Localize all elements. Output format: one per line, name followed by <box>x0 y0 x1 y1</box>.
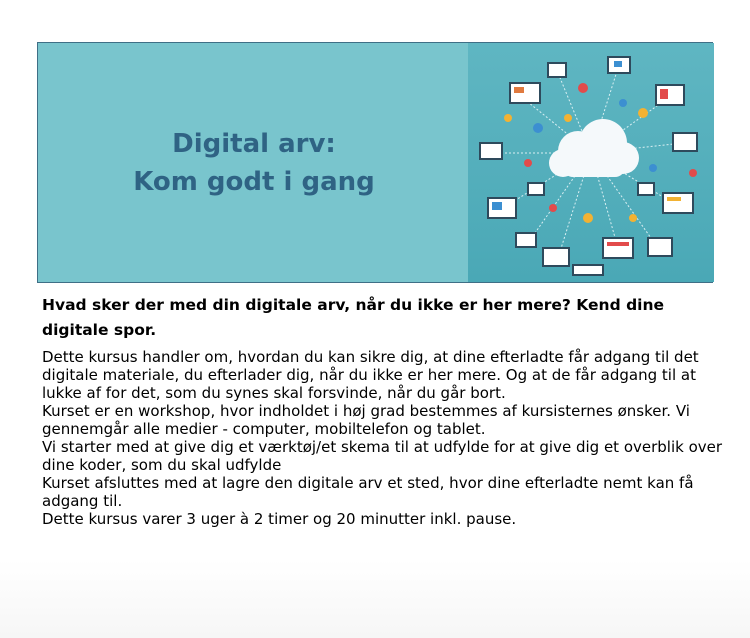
banner-title <box>38 43 470 282</box>
paragraph-tool: Vi starter med at give dig et værktøj/et skema til at udfylde for at give dig et overblik over dine koder, som du skal udfylde <box>42 438 723 474</box>
paragraph-conclusion: Kurset afsluttes med at lagre den digitale arv et sted, hvor dine efterladte nemt kan få adgang til. <box>42 474 694 510</box>
paragraph-duration: Dette kursus varer 3 uger à 2 timer og 20 minutter inkl. pause. <box>42 510 517 528</box>
course-headline: Hvad sker der med din digitale arv, når du ikke er her mere? Kend dine digitale spor. <box>42 296 665 339</box>
cloud-network-illustration <box>468 43 714 282</box>
paragraph-intro: Dette kursus handler om, hvordan du kan sikre dig, at dine efterladte får adgang til det digitale materiale, du efterlader dig, når du ikke er her mere. Og at de får adgang til at lukke af for det, som du synes skal forsvinde, når du går bort. <box>42 348 699 402</box>
course-banner <box>37 42 713 283</box>
banner-title-line2: Kom godt i gang <box>133 166 375 197</box>
banner-title-line1: Digital arv: <box>172 128 336 159</box>
bottom-fade <box>0 560 750 638</box>
course-description <box>42 348 732 528</box>
paragraph-workshop: Kurset er en workshop, hvor indholdet i høj grad bestemmes af kursisternes ønsker. Vi gennemgår alle medier - computer, mobiltelefon og tablet. <box>42 402 690 438</box>
